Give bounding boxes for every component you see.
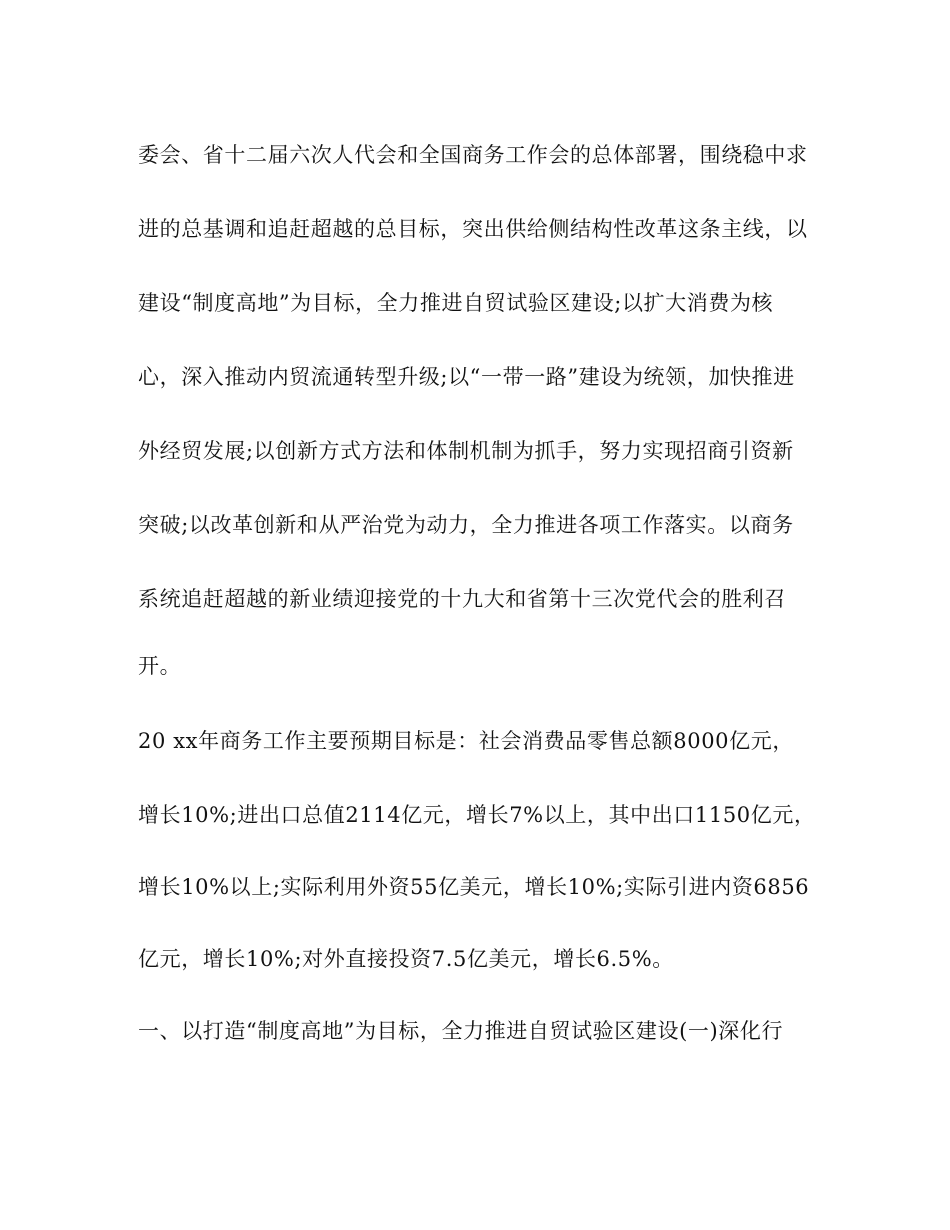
paragraph-line-4: 心，深入推动内贸流通转型升级;以“一带一路”建设为统领，加快推进 xyxy=(138,365,795,389)
targets-line-3: 增长10%以上;实际利用外资55亿美元，增长10%;实际引进内资6856 xyxy=(138,875,810,899)
paragraph-line-5: 外经贸发展;以创新方式方法和体制机制为抓手，努力实现招商引资新 xyxy=(138,439,794,463)
targets-line-4: 亿元，增长10%;对外直接投资7.5亿美元，增长6.5%。 xyxy=(138,947,674,971)
paragraph-line-7: 系统追赶超越的新业绩迎接党的十九大和省第十三次党代会的胜利召 xyxy=(138,587,786,611)
paragraph-line-1: 委会、省十二届六次人代会和全国商务工作会的总体部署，围绕稳中求 xyxy=(138,143,808,167)
paragraph-line-8: 开。 xyxy=(138,654,182,678)
section-heading-line: 一、以打造“制度高地”为目标，全力推进自贸试验区建设(一)深化行 xyxy=(138,1019,784,1043)
paragraph-line-6: 突破;以改革创新和从严治党为动力，全力推进各项工作落实。以商务 xyxy=(138,513,794,537)
targets-line-2: 增长10%;进出口总值2114亿元，增长7%以上，其中出口1150亿元， xyxy=(138,803,816,827)
targets-line-1: 20 xx年商务工作主要预期目标是：社会消费品零售总额8000亿元， xyxy=(138,729,794,753)
paragraph-line-3: 建设“制度高地”为目标，全力推进自贸试验区建设;以扩大消费为核 xyxy=(138,291,774,315)
paragraph-line-2: 进的总基调和追赶超越的总目标，突出供给侧结构性改革这条主线，以 xyxy=(138,217,808,241)
